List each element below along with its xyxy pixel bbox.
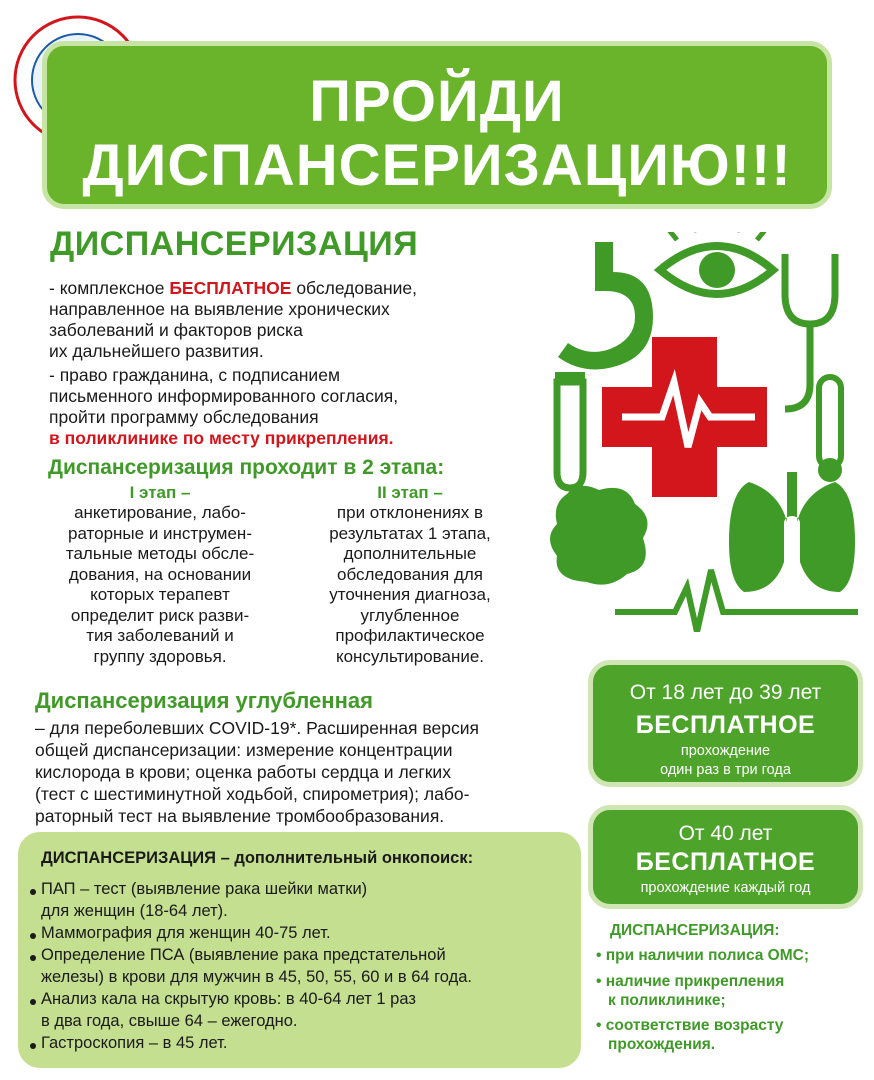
frequency-note: прохождение каждый год <box>640 880 811 896</box>
test-tube-icon <box>557 382 583 488</box>
definition-heading: ДИСПАНСЕРИЗАЦИЯ <box>50 225 419 263</box>
definition-p1-line3: заболеваний и факторов риска <box>49 320 303 340</box>
thermometer-icon <box>819 377 841 467</box>
stage2-line: при отклонениях в <box>336 503 484 522</box>
deep-line: раторный тест на выявление тромбообразования. <box>35 806 445 826</box>
bullet-icon <box>30 889 36 895</box>
onco-item: железы) в крови для мужчин в 45, 50, 55, 60 и в 64 года. <box>41 968 472 986</box>
onco-item: ПАП – тест (выявление рака шейки матки) <box>41 880 368 898</box>
definition-text: обследование, <box>291 278 417 298</box>
onco-item: Анализ кала на скрытую кровь: в 40-64 лет 1 раз <box>41 990 416 1008</box>
title-banner <box>42 41 832 209</box>
definition-p1-line2: направленное на выявление хронических <box>49 299 390 319</box>
stages-heading: Диспансеризация проходит в 2 этапа: <box>48 456 445 479</box>
stage1-title: I этап – <box>129 483 191 502</box>
eye-icon <box>660 232 773 294</box>
stage2-line: профилактическое <box>335 626 485 645</box>
onco-item: в два года, свыше 64 – ежегодно. <box>41 1012 298 1030</box>
bullet-icon <box>30 955 36 961</box>
requirement-item: • наличие прикрепления <box>596 973 785 990</box>
requirement-item: • соответствие возрасту <box>596 1017 784 1034</box>
stage2-line: углубленное <box>360 605 460 625</box>
requirements-title: ДИСПАНСЕРИЗАЦИЯ: <box>610 922 780 939</box>
oncosearch-title: ДИСПАНСЕРИЗАЦИЯ – дополнительный онкопоиск: <box>41 849 474 867</box>
frequency-note: прохождение <box>680 743 771 759</box>
age-box-40-plus <box>588 805 863 909</box>
stage1-text <box>40 503 280 667</box>
requirement-item: к поликлинике; <box>608 992 726 1009</box>
stage1-line: группу здоровья. <box>93 646 227 666</box>
title-line-1: ПРОЙДИ <box>309 69 565 134</box>
age-range: От 40 лет <box>678 822 773 845</box>
definition-p2-line3: пройти программу обследования <box>49 407 319 427</box>
requirement-item: прохождения. <box>608 1036 716 1053</box>
stage1-line: раторные и инструмен- <box>68 523 252 543</box>
bullet-icon <box>30 999 36 1005</box>
definition-p1-line4: их дальнейшего развития. <box>49 341 264 361</box>
free-label: БЕСПЛАТНОЕ <box>635 711 816 739</box>
stage2-line: уточнения диагноза, <box>329 585 491 604</box>
requirement-text: при наличии полиса ОМС; <box>605 947 809 964</box>
title-line-2: ДИСПАНСЕРИЗАЦИЮ!!! <box>82 133 792 198</box>
lungs-icon <box>729 472 855 592</box>
frequency-note: один раз в три года <box>660 762 791 778</box>
stage2-text <box>290 503 530 667</box>
bullet-icon <box>30 1043 36 1049</box>
requirement-text: наличие прикрепления <box>605 973 785 990</box>
onco-item: Гастроскопия – в 45 лет. <box>41 1034 228 1052</box>
stage2-title: II этап – <box>377 483 443 502</box>
definition-p2-line2: письменного информированного согласия, <box>49 386 399 406</box>
free-label: БЕСПЛАТНОЕ <box>635 848 816 876</box>
stage2-line: дополнительные <box>343 544 477 563</box>
deep-line: кислорода в крови; оценка работы сердца и легких <box>35 762 451 782</box>
stage1-line: анкетирование, лабо- <box>74 503 246 522</box>
stage2-line: результатах 1 этапа, <box>329 523 491 543</box>
onco-item: Определение ПСА (выявление рака предстательной <box>41 946 446 964</box>
onco-item: для женщин (18-64 лет). <box>41 902 228 920</box>
medical-icons-group <box>527 232 862 632</box>
definition-p1-line1 <box>49 278 417 300</box>
deep-heading: Диспансеризация углубленная <box>35 688 373 713</box>
definition-text: - комплексное <box>49 278 170 298</box>
age-range: От 18 лет до 39 лет <box>629 681 822 704</box>
stage1-line: тия заболеваний и <box>86 626 234 645</box>
brain-icon <box>550 486 648 585</box>
requirement-text: соответствие возрасту <box>605 1017 784 1034</box>
stage1-line: которых терапевт <box>90 585 230 604</box>
definition-p2-line1: - право гражданина, с подписанием <box>49 365 340 385</box>
requirement-item: • при наличии полиса ОМС; <box>596 947 809 964</box>
bullet-icon <box>30 933 36 939</box>
deep-line: (тест с шестиминутной ходьбой, спирометрия); лабо- <box>35 784 470 804</box>
stage2-line: обследования для <box>336 564 484 584</box>
deep-line: общей диспансеризации: измерение концентрации <box>35 740 453 760</box>
stage1-line: тальные методы обсле- <box>65 544 255 563</box>
definition-p2-line4: в поликлинике по месту прикрепления. <box>49 428 394 448</box>
onco-item: Маммография для женщин 40-75 лет. <box>41 924 331 942</box>
deep-line: – для переболевших COVID-19*. Расширенная версия <box>35 718 479 738</box>
stage1-line: дования, на основании <box>68 564 252 584</box>
stage2-line: консультирование. <box>335 646 485 666</box>
stage1-line: определит риск разви- <box>70 605 250 625</box>
stomach-icon <box>558 242 653 369</box>
age-box-18-39 <box>588 660 863 787</box>
free-highlight: БЕСПЛАТНОЕ <box>169 278 292 298</box>
stethoscope-icon <box>785 254 835 409</box>
